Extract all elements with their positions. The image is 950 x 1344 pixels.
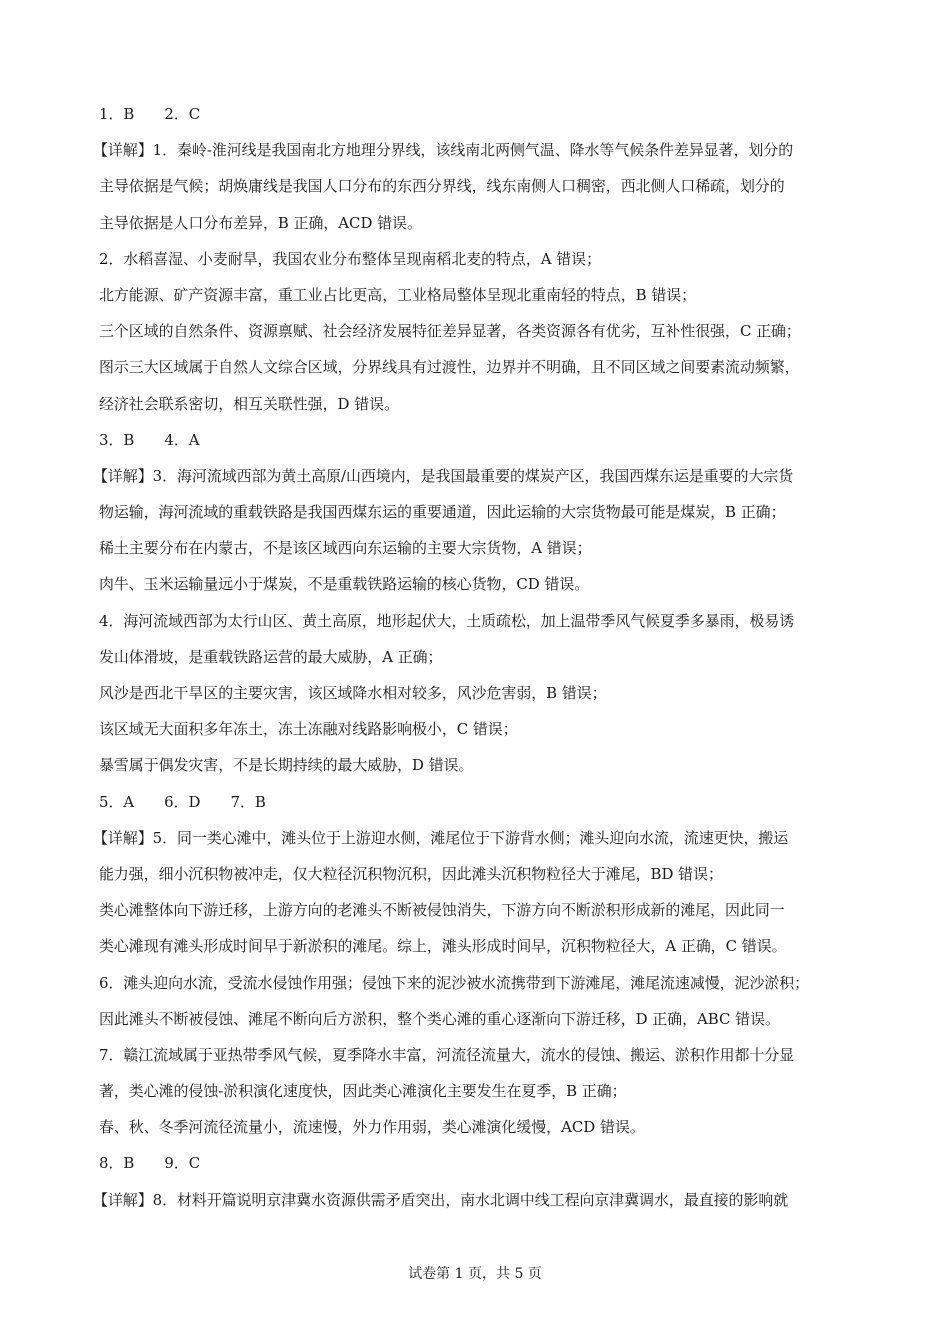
text-line: 主导依据是人口分布差异，B 正确，ACD 错误。 [99, 213, 422, 232]
text-line: 因此滩头不断被侵蚀、滩尾不断向后方淤积，整个类心滩的重心逐渐向下游迁移，D 正确，ABC 错误。 [99, 1009, 780, 1028]
text-line: 4．海河流域西部为太行山区、黄土高原，地形起伏大，土质疏松，加上温带季风气候夏季多暴雨，极易诱 [99, 611, 795, 630]
answer-item: 1．B [99, 105, 135, 123]
answer-item: 8．B [99, 1154, 135, 1173]
explanation-line [93, 132, 859, 168]
text-line: 图示三大区域属于自然人文综合区域，分界线具有过渡性，边界并不明确，且不同区域之间要素流动频繁， [99, 358, 800, 377]
answer-item: 5．A [99, 792, 135, 811]
explanation-text: 8．材料开篇说明京津冀水资源供需矛盾突出，南水北调中线工程向京津冀调水，最直接的影响就 [152, 1190, 789, 1209]
text-line: 稀土主要分布在内蒙古，不是该区域西向东运输的主要大宗货物，A 错误； [99, 539, 592, 558]
answer-item: 3．B [99, 430, 135, 449]
text-line: 北方能源、矿产资源丰富，重工业占比更高，工业格局整体呈现北重南轻的特点，B 错误； [99, 285, 697, 304]
explanation-line [93, 820, 859, 856]
document-body [93, 96, 859, 1218]
explanation-line [93, 1182, 859, 1218]
text-line: 肉牛、玉米运输量远小于煤炭，不是重载铁路运输的核心货物，CD 错误。 [99, 575, 590, 594]
detail-label: 【详解】 [93, 1190, 153, 1209]
detail-label: 【详解】 [93, 828, 153, 847]
text-line: 能力强，细小沉积物被冲走，仅大粒径沉积物沉积，因此滩头沉积物粒径大于滩尾，BD 错误； [99, 864, 723, 883]
explanation-text: 3．海河流域西部为黄土高原/山西境内，是我国最重要的煤炭产区，我国西煤东运是重要的大宗货 [152, 466, 794, 485]
text-line: 春、秋、冬季河流径流量小，流速慢，外力作用弱，类心滩演化缓慢，ACD 错误。 [99, 1118, 645, 1137]
answer-item: 4．A [164, 430, 200, 449]
detail-label: 【详解】 [93, 141, 153, 160]
text-line: 物运输，海河流域的重载铁路是我国西煤东运的重要通道，因此运输的大宗货物最可能是煤炭，B 正确； [99, 503, 786, 522]
answer-item: 7．B [230, 792, 266, 811]
explanation-text: 1．秦岭-淮河线是我国南北方地理分界线，该线南北两侧气温、降水等气候条件差异显著，划分的 [152, 141, 794, 160]
text-line: 著，类心滩的侵蚀-淤积演化速度快，因此类心滩演化主要发生在夏季，B 正确； [99, 1082, 627, 1101]
text-line: 类心滩现有滩头形成时间早于新淤积的滩尾。综上，滩头形成时间早，沉积物粒径大，A 正确，C 错误。 [99, 937, 787, 956]
answer-line [99, 1145, 859, 1181]
answer-line [99, 96, 859, 132]
text-line: 暴雪属于偶发灾害，不是长期持续的最大威胁，D 错误。 [99, 756, 474, 775]
text-line: 7．赣江流域属于亚热带季风气候，夏季降水丰富，河流径流量大，流水的侵蚀、搬运、淤积作用都十分显 [99, 1045, 795, 1064]
text-line: 风沙是西北干旱区的主要灾害，该区域降水相对较多，风沙危害弱，B 错误； [99, 684, 607, 702]
page-footer: 试卷第 1 页，共 5 页 [408, 1266, 542, 1282]
text-line: 6．滩头迎向水流，受流水侵蚀作用强；侵蚀下来的泥沙被水流携带到下游滩尾，滩尾流速减慢，泥沙淤积； [99, 973, 810, 992]
text-line: 经济社会联系密切，相互关联性强，D 错误。 [99, 394, 399, 413]
answer-line [99, 422, 859, 458]
explanation-line [93, 458, 859, 494]
explanation-text: 5．同一类心滩中，滩头位于上游迎水侧，滩尾位于下游背水侧；滩头迎向水流，流速更快，搬运 [152, 828, 789, 847]
answer-line [99, 784, 859, 820]
text-line: 类心滩整体向下游迁移，上游方向的老滩头不断被侵蚀消失，下游方向不断淤积形成新的滩尾，因此同一 [99, 901, 785, 920]
answer-item: 2．C [164, 105, 201, 123]
answer-item: 6．D [164, 792, 201, 811]
detail-label: 【详解】 [93, 466, 153, 485]
text-line: 2．水稻喜湿、小麦耐旱，我国农业分布整体呈现南稻北麦的特点，A 错误； [99, 249, 601, 268]
text-line: 发山体滑坡，是重载铁路运营的最大威胁，A 正确； [99, 647, 443, 666]
text-line: 该区域无大面积多年冻土，冻土冻融对线路影响极小，C 错误； [99, 720, 518, 739]
answer-item: 9．C [164, 1154, 201, 1173]
text-line: 主导依据是气候；胡焕庸线是我国人口分布的东西分界线，线东南侧人口稠密，西北侧人口稀疏，划分的 [99, 177, 785, 196]
text-line: 三个区域的自然条件、资源禀赋、社会经济发展特征差异显著，各类资源各有优劣，互补性很强，C 正确； [99, 322, 801, 341]
